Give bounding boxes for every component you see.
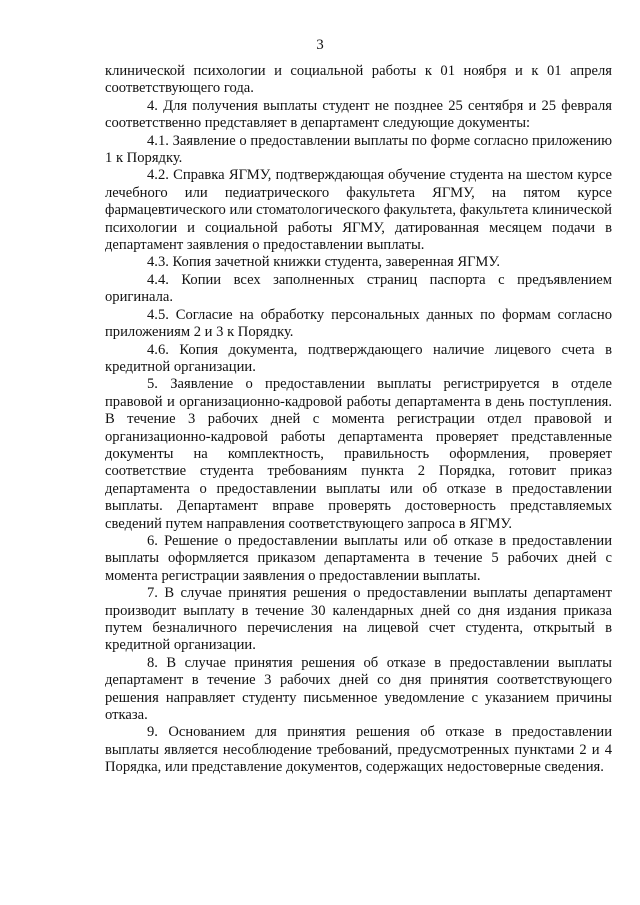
page-number: 3 [316, 37, 324, 53]
paragraph-item-8: 8. В случае принятия решения об отказе в предоставлении выплаты департамент в течение 3 рабочих дней со дня принятия соответствующего решения направляет студенту письменное уведомление с указанием причины отказа. [105, 654, 612, 724]
paragraph-item-4-4: 4.4. Копии всех заполненных страниц паспорта с предъявлением оригинала. [105, 271, 612, 306]
paragraph-item-4-6: 4.6. Копия документа, подтверждающего наличие лицевого счета в кредитной организации. [105, 341, 612, 375]
paragraph-item-5: 5. Заявление о предоставлении выплаты регистрируется в отделе правовой и организационно-кадровой работы департамента в день поступления. В течение 3 рабочих дней с момента регистрации отдел правовой и организационно-кадровой работы департамента проверяет представленные документы на комплектность, правильность оформления, проверяет соответствие студента требованиям пункта 2 Порядка, готовит приказ департамента о предоставлении выплаты или об отказе в предоставлении выплаты. Департамент вправе проверять достоверность представляемых сведений путем направления соответствующего запроса в ЯГМУ. [105, 376, 612, 532]
paragraph-item-6: 6. Решение о предоставлении выплаты или об отказе в предоставлении выплаты оформляется приказом департамента в течение 5 рабочих дней с момента регистрации заявления о предоставлении выплаты. [105, 532, 612, 584]
paragraph-item-4-1: 4.1. Заявление о предоставлении выплаты по форме согласно приложению 1 к Порядку. [105, 132, 612, 167]
paragraph-continuation: клинической психологии и социальной работы к 01 ноября и к 01 апреля соответствующего года. [105, 63, 612, 97]
paragraph-item-9: 9. Основанием для принятия решения об отказе в предоставлении выплаты является несоблюдение требований, предусмотренных пунктами 2 и 4 Порядка, или представление документов, содержащих недостоверные сведения. [105, 724, 612, 776]
paragraph-item-4-2: 4.2. Справка ЯГМУ, подтверждающая обучение студента на шестом курсе лечебного или педиатрического факультета ЯГМУ, на пятом курсе фармацевтического или стоматологического факультета, факультета клинической психологии и социальной работы ЯГМУ, датированная месяцем подачи в департамент заявления о предоставлении выплаты. [105, 167, 612, 254]
paragraph-item-7: 7. В случае принятия решения о предоставлении выплаты департамент производит выплату в течение 30 календарных дней со дня издания приказа путем безналичного перечисления на лицевой счет студента, открытый в кредитной организации. [105, 585, 612, 654]
document-body [105, 63, 612, 777]
paragraph-item-4-3: 4.3. Копия зачетной книжки студента, заверенная ЯГМУ. [147, 254, 500, 271]
paragraph-item-4-5: 4.5. Согласие на обработку персональных данных по формам согласно приложениям 2 и 3 к Порядку. [105, 306, 612, 341]
paragraph-item-4: 4. Для получения выплаты студент не позднее 25 сентября и 25 февраля соответственно представляет в департамент следующие документы: [105, 97, 612, 132]
